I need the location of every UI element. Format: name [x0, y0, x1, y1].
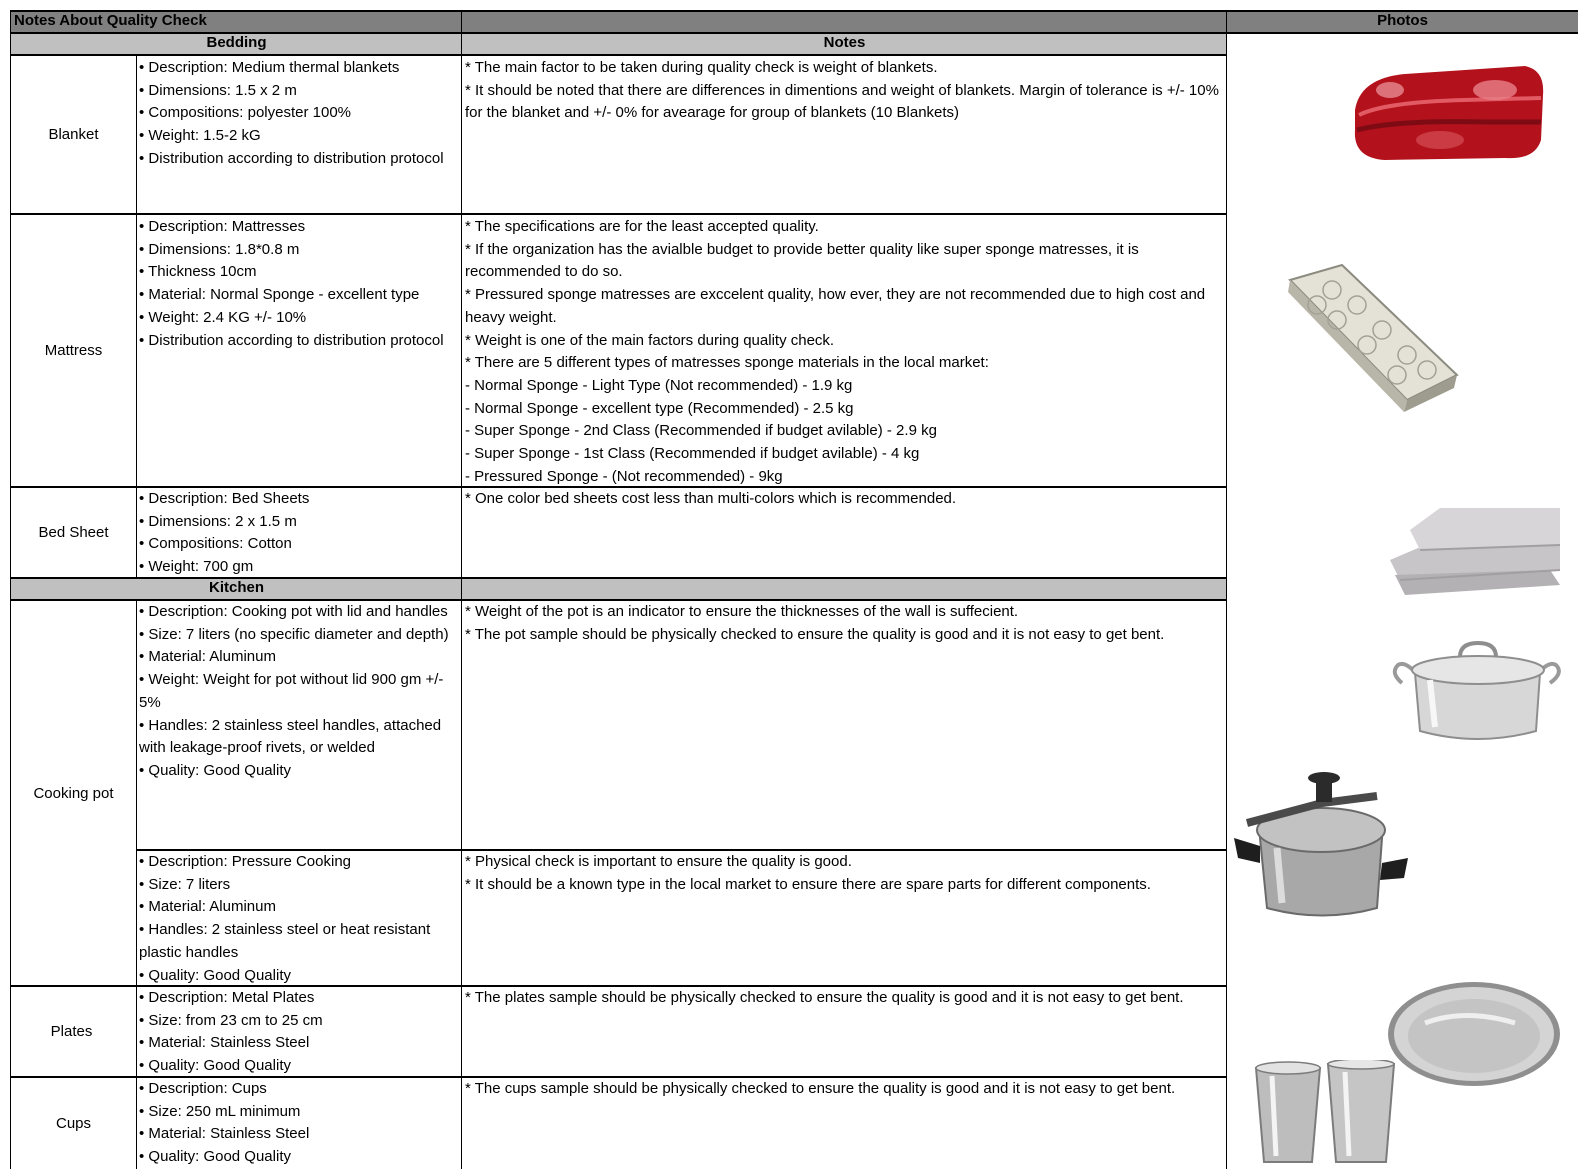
item-name: Plates [50, 1023, 93, 1040]
grid-line [10, 10, 11, 1169]
spec-line: • Size: 250 mL minimum [139, 1102, 301, 1120]
spec-line: • Description: Metal Plates [139, 989, 315, 1006]
spec-line: • Description: Cups [139, 1080, 267, 1097]
note-line: * Pressured sponge matresses are exccelent quality, how ever, they are not recommended due to high cost and heavy weight. [465, 286, 1206, 326]
note-line: * The specifications are for the least accepted quality. [465, 218, 819, 235]
page-title: Notes About Quality Check [14, 12, 207, 29]
note-line: - Super Sponge - 1st Class (Recommended if budget avilable) - 4 kg [465, 445, 920, 463]
spec-line: • Distribution according to distribution protocol [139, 331, 444, 349]
title-header [11, 11, 462, 33]
item-blanket [11, 55, 136, 214]
spec-cooking-pot [136, 601, 462, 850]
pressure-cooker-photo [1232, 768, 1410, 923]
item-plates [11, 986, 132, 1077]
grid-line [461, 10, 462, 1169]
spec-line: • Weight: 1.5-2 kG [139, 127, 261, 145]
note-line: * If the organization has the avialble budget to provide better quality like super sponge matresses, it is recommended to do so. [465, 240, 1139, 281]
spec-line: • Quality: Good Quality [139, 1148, 291, 1166]
spec-line: • Description: Bed Sheets [139, 490, 310, 507]
notes-label: Notes [823, 34, 866, 51]
spec-line: • Weight: 2.4 KG +/- 10% [139, 308, 307, 326]
spec-line: • Description: Mattresses [139, 218, 306, 235]
grid-line [11, 213, 1227, 215]
spec-plates [136, 987, 462, 1077]
item-name: Cooking pot [33, 784, 114, 802]
spec-line: • Compositions: Cotton [139, 535, 292, 553]
mattress-photo [1282, 260, 1462, 415]
spec-line: • Handles: 2 stainless steel handles, attached with leakage-proof rivets, or welded [139, 716, 442, 757]
note-line: * The plates sample should be physically checked to ensure the quality is good and it is not easy to get bent. [465, 989, 1184, 1006]
plate-photo [1385, 978, 1563, 1090]
item-name: Blanket [48, 126, 99, 143]
spec-line: • Dimensions: 2 x 1.5 m [139, 512, 297, 530]
spec-line: • Material: Aluminum [139, 648, 276, 666]
spec-line: • Size: from 23 cm to 25 cm [139, 1011, 323, 1029]
note-line: * Weight is one of the main factors during quality check. [465, 331, 835, 349]
spec-pressure-cooker [136, 851, 462, 986]
note-line: * The pot sample should be physically checked to ensure the quality is good and it is not easy to get bent. [465, 625, 1165, 643]
grid-line [11, 10, 1578, 12]
grid-line [136, 600, 137, 1169]
note-line: - Normal Sponge - excellent type (Recommended) - 2.5 kg [465, 399, 854, 417]
spec-line: • Weight: Weight for pot without lid 900 gm +/- 5% [139, 671, 444, 711]
spec-line: • Quality: Good Quality [139, 966, 291, 984]
spec-line: • Compositions: polyester 100% [139, 104, 352, 122]
blanket-photo [1345, 60, 1550, 165]
grid-line [11, 54, 1227, 56]
note-line: - Pressured Sponge - (Not recommended) - 9kg [465, 467, 783, 485]
grid-line [11, 1076, 1227, 1078]
bedding-section-header [11, 33, 462, 55]
item-mattress [11, 214, 136, 487]
cooking-pot-photo [1390, 635, 1565, 747]
item-name: Cups [55, 1114, 92, 1132]
note-line: * It should be noted that there are differences in dimentions and weight of blankets. Margin of tolerance is +/- 10% for the blanket and +/- 0% for avearage for group of blankets (10 Blankets) [465, 81, 1219, 122]
notes-mattress [462, 216, 1227, 487]
spec-line: • Material: Stainless Steel [139, 1125, 310, 1143]
grid-line [11, 32, 1578, 34]
item-cups [11, 1077, 136, 1169]
note-line: * Physical check is important to ensure the quality is good. [465, 853, 852, 870]
kitchen-section-header [11, 578, 462, 600]
spec-line: • Distribution according to distribution protocol [139, 149, 444, 167]
grid-line [136, 849, 1227, 851]
notes-column-header [462, 33, 1227, 55]
spec-line: • Quality: Good Quality [139, 1057, 291, 1075]
notes-bed-sheet [462, 488, 1227, 578]
cups-photo [1250, 1060, 1400, 1165]
item-bed-sheet [11, 487, 136, 578]
grid-line [11, 985, 1227, 987]
kitchen-label: Kitchen [208, 579, 264, 596]
notes-pressure-cooker [462, 851, 1227, 986]
spec-line: • Quality: Good Quality [139, 761, 291, 779]
note-line: * The main factor to be taken during quality check is weight of blankets. [465, 59, 938, 76]
note-line: * There are 5 different types of matresses sponge materials in the local market: [465, 354, 989, 372]
notes-cups [462, 1078, 1227, 1169]
blank-header [462, 11, 1227, 33]
spec-line: • Dimensions: 1.8*0.8 m [139, 240, 300, 258]
spec-line: • Material: Stainless Steel [139, 1034, 310, 1052]
note-line: * Weight of the pot is an indicator to ensure the thicknesses of the wall is suffecient. [465, 603, 1019, 620]
spec-line: • Description: Cooking pot with lid and handles [139, 603, 448, 620]
spec-mattress [136, 216, 462, 487]
spec-line: • Material: Normal Sponge - excellent type [139, 286, 420, 304]
spec-line: • Size: 7 liters (no specific diameter and depth) [139, 625, 449, 643]
note-line: * It should be a known type in the local market to ensure there are spare parts for different components. [465, 875, 1151, 893]
spec-line: • Description: Pressure Cooking [139, 853, 352, 870]
spec-line: • Size: 7 liters [139, 875, 231, 893]
spec-line: • Weight: 700 gm [139, 558, 254, 576]
item-name: Bed Sheet [38, 524, 109, 541]
note-line: - Super Sponge - 2nd Class (Recommended if budget avilable) - 2.9 kg [465, 422, 937, 440]
note-line: * One color bed sheets cost less than multi-colors which is recommended. [465, 490, 957, 507]
spec-bed-sheet [136, 488, 462, 578]
item-name: Mattress [44, 342, 103, 359]
spec-blanket [136, 57, 462, 214]
note-line: * The cups sample should be physically checked to ensure the quality is good and it is not easy to get bent. [465, 1080, 1176, 1097]
spec-line: • Material: Aluminum [139, 898, 276, 916]
spec-cups [136, 1078, 462, 1169]
photos-header [1227, 11, 1578, 33]
grid-line [11, 486, 1227, 488]
kitchen-notes-header [462, 578, 1227, 600]
bedsheet-photo [1380, 500, 1565, 600]
grid-line [1226, 10, 1227, 1169]
notes-plates [462, 987, 1227, 1077]
spec-line: • Handles: 2 stainless steel or heat resistant plastic handles [139, 921, 431, 961]
grid-line [11, 577, 1227, 579]
item-cooking-pot [11, 600, 136, 986]
photos-title: Photos [1377, 12, 1428, 29]
notes-blanket [462, 57, 1227, 214]
grid-line [11, 599, 1227, 601]
note-line: - Normal Sponge - Light Type (Not recommended) - 1.9 kg [465, 376, 853, 394]
grid-line [136, 55, 137, 578]
bedding-label: Bedding [206, 34, 267, 51]
spec-line: • Description: Medium thermal blankets [139, 59, 400, 76]
notes-cooking-pot [462, 601, 1227, 850]
spec-line: • Thickness 10cm [139, 263, 257, 281]
spec-line: • Dimensions: 1.5 x 2 m [139, 81, 297, 99]
